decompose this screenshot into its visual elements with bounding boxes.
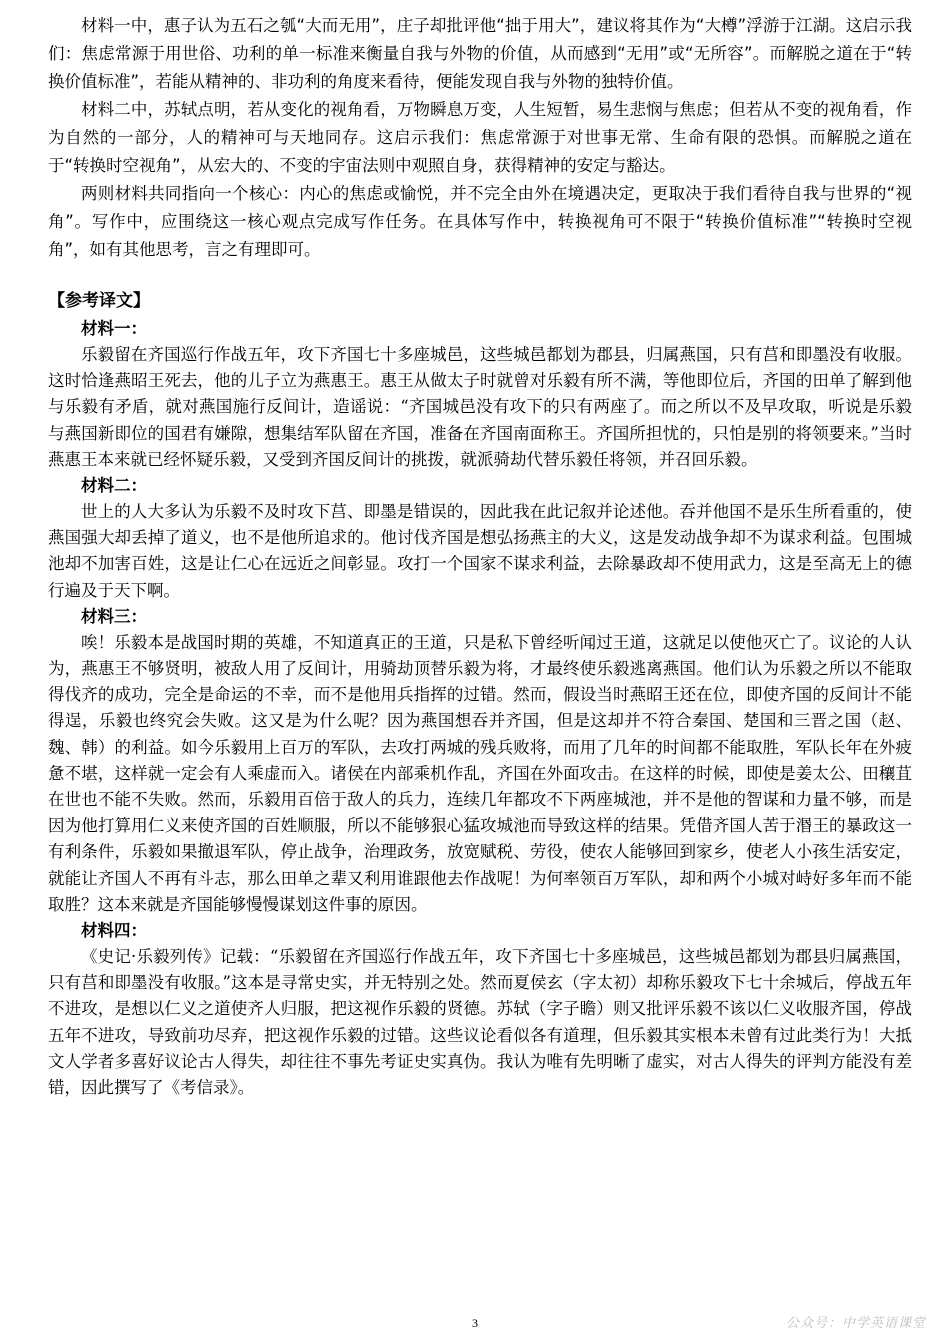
material-3-heading: 材料三： <box>81 606 147 626</box>
material-2-text: 世上的人大多认为乐毅不及时攻下莒、即墨是错误的，因此我在此记叙并论述他。吞并他国不是乐生所看重的，使燕国强大却丢掉了道义，也不是他所追求的。他讨伐齐国是想弘扬燕主的大义，这是发动战争却不为谋求利益。包围城池却不加害百姓，这是让仁心在远近之间彰显。攻打一个国家不谋求利益，去除暴政却不使用武力，这是至高无上的德行遍及于天下啊。 <box>48 502 912 600</box>
material-1-heading: 材料一： <box>81 319 147 338</box>
reference-translation-title: 【参考译文】 <box>48 291 150 311</box>
material-2-heading: 材料二： <box>81 476 147 496</box>
page-number: 3 <box>472 1316 478 1330</box>
section-gap <box>48 264 912 286</box>
analysis-paragraph-2: 材料二中，苏轼点明，若从变化的视角看，万物瞬息万变，人生短暂，易生悲悯与焦虑；但若从不变的视角看，作为自然的一部分，人的精神可与天地同存。这启示我们：焦虑常源于对世事无常、生命有限的恐惧。而解脱之道在于“转换时空视角”，从宏大的、不变的宇宙法则中观照自身，获得精神的安定与豁达。 <box>48 100 912 175</box>
material-4-text: 《史记·乐毅列传》记载：“乐毅留在齐国巡行作战五年，攻下齐国七十多座城邑，这些城邑都划为郡县归属燕国，只有莒和即墨没有收服。”这本是寻常史实，并无特别之处。然而夏侯玄（字太初）却称乐毅攻下七十余城后，停战五年不进攻，是想以仁义之道使齐人归服，把这视作乐毅的贤德。苏轼（字子瞻）则又批评乐毅不该以仁义收服齐国，停战五年不进攻，导致前功尽弃，把这视作乐毅的过错。这些议论看似各有道理，但乐毅其实根本未曾有过此类行为！大抵文人学者多喜好议论古人得失，却往往不事先考证史实真伪。我认为唯有先明晰了虚实，对古人得失的评判方能没有差错，因此撰写了《考信录》。 <box>48 947 912 1098</box>
page-content <box>48 12 912 1101</box>
material-3-text: 唉！乐毅本是战国时期的英雄，不知道真正的王道，只是私下曾经听闻过王道，这就足以使他灭亡了。议论的人认为，燕惠王不够贤明，被敌人用了反间计，用骑劫顶替乐毅为将，才最终使乐毅逃离燕国。他们认为乐毅之所以不能取得伐齐的成功，完全是命运的不幸，而不是他用兵指挥的过错。然而，假设当时燕昭王还在位，即使齐国的反间计不能得逞，乐毅也终究会失败。这又是为什么呢？因为燕国想吞并齐国，但是这却并不符合秦国、楚国和三晋之国（赵、魏、韩）的利益。如今乐毅用上百万的军队，去攻打两城的残兵败将，而用了几年的时间都不能取胜，军队长年在外疲惫不堪，这样就一定会有人乘虚而入。诸侯在内部乘机作乱，齐国在外面攻击。在这样的时候，即使是姜太公、田穰苴在世也不能不失败。然而，乐毅用百倍于敌人的兵力，连续几年都攻不下两座城池，并不是他的智谋和力量不够，而是因为他打算用仁义来使齐国的百姓顺服，所以不能够狠心猛攻城池而导致这样的结果。凭借齐国人苦于湣王的暴政这一有利条件，乐毅如果撤退军队，停止战争，治理政务，放宽赋税、劳役，使农人能够回到家乡，使老人小孩生活安定，就能让齐国人不再有斗志，那么田单之辈又利用谁跟他去作战呢！为何率领百万军队，却和两个小城对峙好多年而不能取胜？这本来就是齐国能够慢慢谋划这件事的原因。 <box>48 632 912 914</box>
analysis-paragraph-1: 材料一中，惠子认为五石之瓠“大而无用”，庄子却批评他“拙于用大”，建议将其作为“大樽”浮游于江湖。这启示我们：焦虑常源于用世俗、功利的单一标准来衡量自我与外物的价值，从而感到“无用”或“无所容”。而解脱之道在于“转换价值标准”，若能从精神的、非功利的角度来看待，便能发现自我与外物的独特价值。 <box>48 16 912 91</box>
analysis-paragraph-3: 两则材料共同指向一个核心：内心的焦虑或愉悦，并不完全由外在境遇决定，更取决于我们看待自我与世界的“视角”。写作中，应围绕这一核心观点完成写作任务。在具体写作中，转换视角可不限于“转换价值标准”“转换时空视角”，如有其他思考，言之有理即可。 <box>48 184 912 259</box>
material-1-text: 乐毅留在齐国巡行作战五年，攻下齐国七十多座城邑，这些城邑都划为郡县，归属燕国，只有莒和即墨没有收服。这时恰逢燕昭王死去，他的儿子立为燕惠王。惠王从做太子时就曾对乐毅有所不满，等他即位后，齐国的田单了解到他与乐毅有矛盾，就对燕国施行反间计，造谣说：“齐国城邑没有攻下的只有两座了。而之所以不及早攻取，听说是乐毅与燕国新即位的国君有嫌隙，想集结军队留在齐国，准备在齐国南面称王。齐国所担忧的，只怕是别的将领要来。”当时燕惠王本来就已经怀疑乐毅，又受到齐国反间计的挑拨，就派骑劫代替乐毅任将领，并召回乐毅。 <box>48 345 912 469</box>
material-4-heading: 材料四： <box>81 921 147 941</box>
watermark: 公众号：中学英语课堂 <box>785 1316 926 1331</box>
